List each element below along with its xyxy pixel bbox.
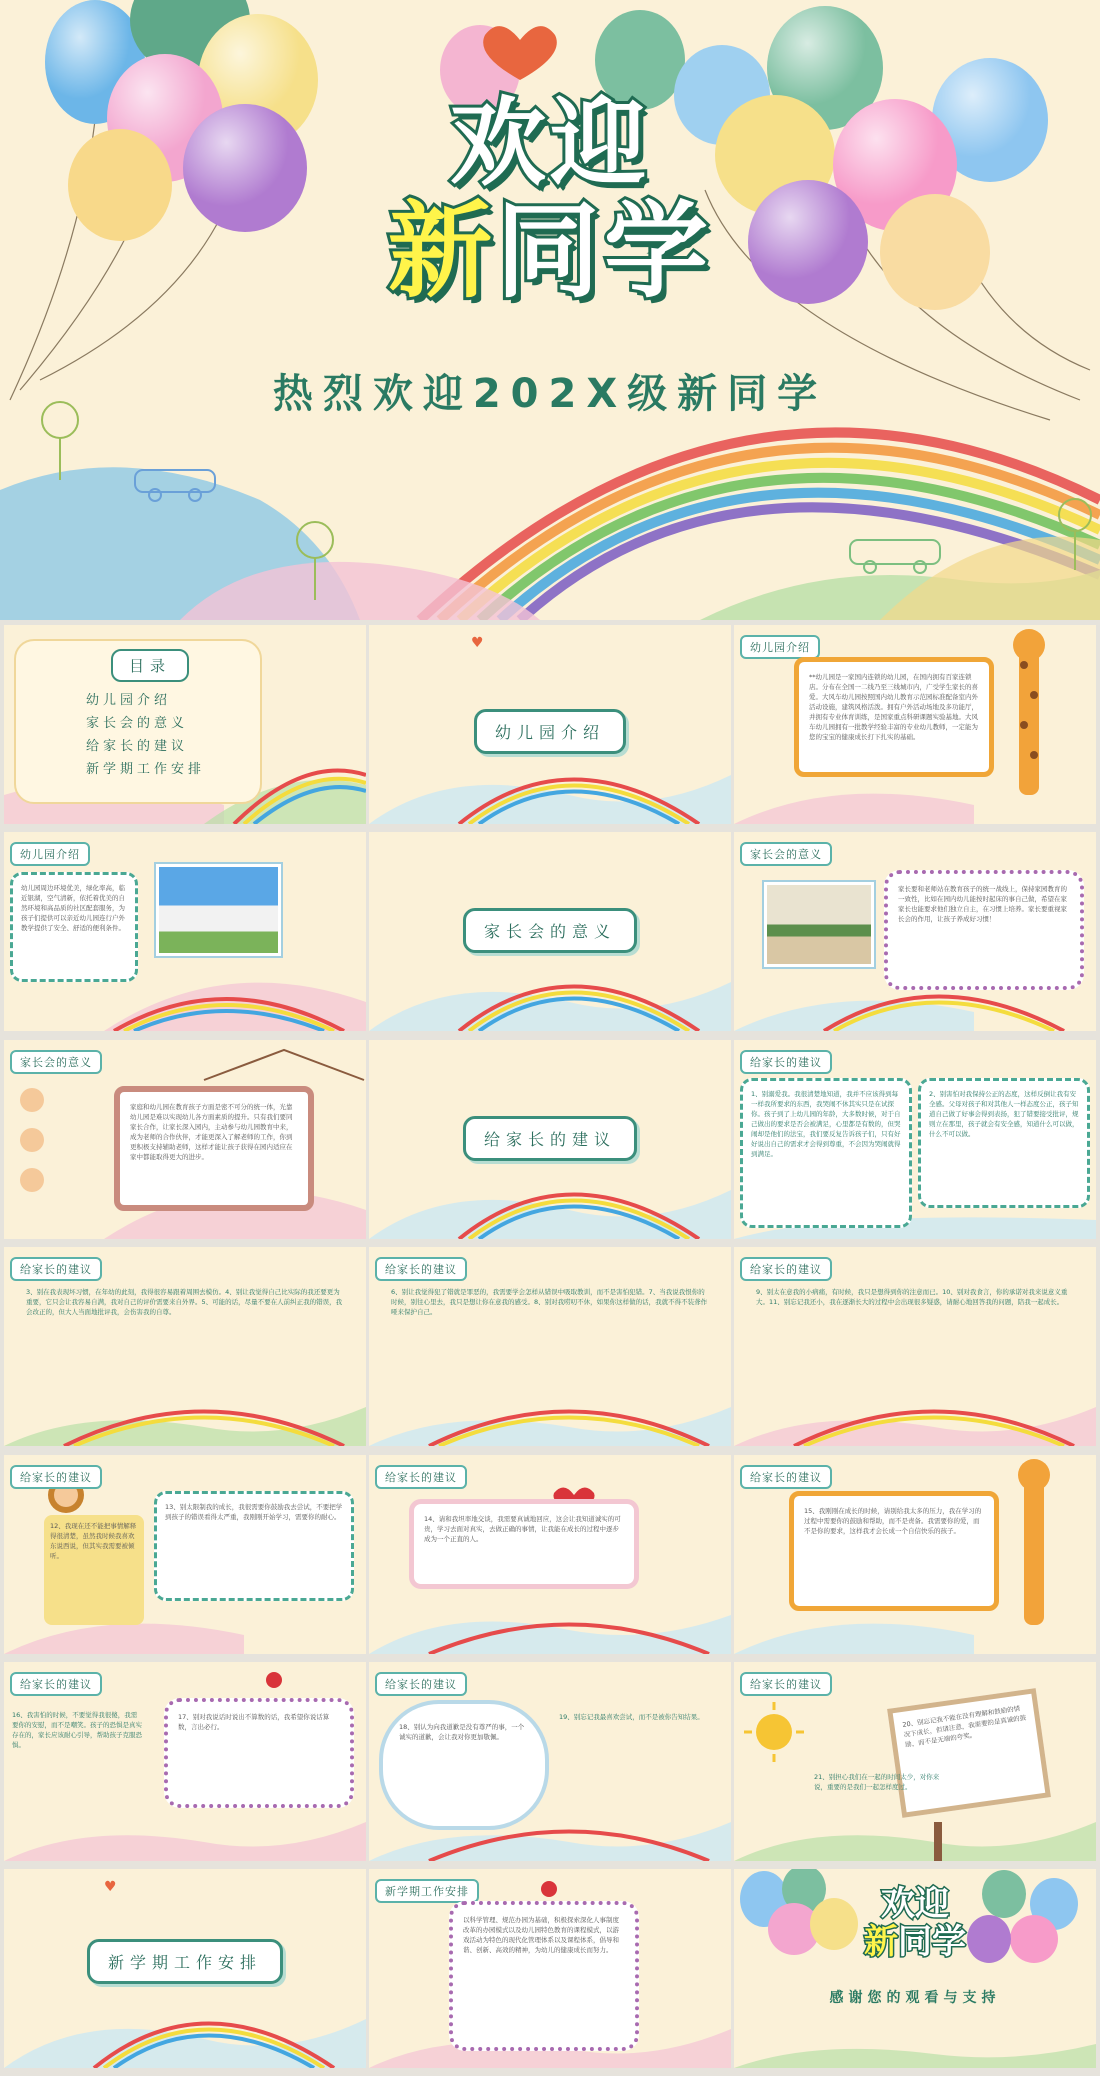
toc-heading: 目录 (111, 649, 189, 682)
advice-14-text: 14、请和我坦率地交谈，我需要真诚地回应，这会让我知道诚实的可贵，学习去面对真实，去做正确的事情，让我能在成长的过程中逐步成为一个正直的人。 (409, 1499, 639, 1589)
slide-meeting-meaning[interactable] (734, 832, 1096, 1031)
slide-toc[interactable] (4, 625, 366, 824)
advice-9-11-text: 9、别太在意我的小病痛，有时候，我只是想得到你的注意而已。10、别对我食言，你的承诺对我来说意义重大。11、别忘记我还小，我在逐渐长大的过程中会出现很多疑惑，请耐心地回答我的问题，陪我一起成长。 (756, 1288, 1068, 1307)
slide-tag: 给家长的建议 (740, 1050, 832, 1074)
ending-title-new: 新 (864, 1922, 898, 1962)
section-title-plan: 新学期工作安排 (87, 1939, 283, 1984)
slide-advice-3-5[interactable] (4, 1247, 366, 1446)
slide-tag: 给家长的建议 (375, 1257, 467, 1281)
family-cooperation-text: 家庭和幼儿园在教育孩子方面是密不可分的统一体，光靠幼儿园是难以实现幼儿各方面素质的提升。只有我们要同家长合作，让家长深入园内，主动参与幼儿园教育中来，成为老师的合作伙伴，才能更深入了解老师的工作，你到更积极支持辅助老师，这样才能让孩子获得在园内适应在家中都能取得更大的进步。 (114, 1086, 314, 1211)
section-title-kindergarten: 幼儿园介绍 (474, 709, 626, 754)
hero-title-line2-classmates: 同学 (496, 190, 713, 312)
slide-advice-12-13[interactable] (4, 1455, 366, 1654)
hero-title (0, 87, 1100, 312)
slide-tag: 给家长的建议 (740, 1257, 832, 1281)
slide-section-advice[interactable] (369, 1040, 731, 1239)
advice-13-text: 13、别太限制我的成长，我很需要你鼓励我去尝试，不要把学到孩子的错误看得太严重，我刚刚开始学习，需要你的耐心。 (154, 1491, 354, 1601)
slide-meeting-family[interactable] (4, 1040, 366, 1239)
slide-ending[interactable] (734, 1869, 1096, 2068)
hero-title-line2-new: 新 (387, 190, 496, 312)
ending-title-classmates: 同学 (898, 1922, 966, 1962)
slide-tag: 新学期工作安排 (375, 1879, 479, 1903)
hero-title-line1: 欢迎 (450, 87, 650, 199)
section-title-meeting: 家长会的意义 (463, 908, 637, 953)
slide-tag: 家长会的意义 (10, 1050, 102, 1074)
advice-21-text: 21、别担心我们在一起的时间太少，对你来说，重要的是我们一起怎样度过。 (814, 1773, 940, 1792)
kindergarten-intro-text: **幼儿园是一家国内连锁的幼儿园，在国内拥有百家连锁店。分布在全国一二线乃至三线城市内，广受学生家长的喜爱。大风车幼儿园按照国内幼儿教育示范园标准配备室内外活动设施，建筑风格活泼。拥有户外活动场地及多功能厅，并拥有专业体育训练，是国家重点科研课题实验基地。大风车幼儿园拥有一批教学经验丰富的专业幼儿教师，一定能为您的宝宝的健康成长打下扎实的基础。 (794, 657, 994, 777)
slide-tag: 给家长的建议 (10, 1257, 102, 1281)
ending-subtitle: 感谢您的观看与支持 (829, 1990, 1001, 2006)
slide-tag: 幼儿园介绍 (10, 842, 90, 866)
slide-advice-20-21[interactable] (734, 1662, 1096, 1861)
slide-tag: 家长会的意义 (740, 842, 832, 866)
section-title-advice: 给家长的建议 (463, 1116, 637, 1161)
hero-slide (0, 0, 1100, 620)
toc-item-1[interactable]: 幼儿园介绍 (86, 693, 172, 708)
slide-tag: 给家长的建议 (10, 1465, 102, 1489)
heart-icon: ♥ (471, 635, 484, 651)
advice-12-text: 12、我现在还不能把事情解释得很清楚，虽然我时候我喜欢东说西说，但其实我需要被倾听。 (44, 1515, 144, 1625)
slide-kindergarten-intro[interactable] (734, 625, 1096, 824)
slide-kindergarten-environment[interactable] (4, 832, 366, 1031)
toc-item-3[interactable]: 给家长的建议 (86, 739, 189, 754)
slide-tag: 给家长的建议 (10, 1672, 102, 1696)
slide-advice-9-11[interactable] (734, 1247, 1096, 1446)
toc-item-2[interactable]: 家长会的意义 (86, 716, 189, 731)
slide-tag: 幼儿园介绍 (740, 635, 820, 659)
slide-advice-16-17[interactable] (4, 1662, 366, 1861)
slide-semester-plan[interactable] (369, 1869, 731, 2068)
ending-title-line2 (734, 1922, 1096, 1962)
advice-19-text: 19、别忘记我最喜欢尝试，而不是被你告知结果。 (559, 1713, 704, 1721)
semester-plan-text: 以科学管理、规范办园为基础，积极探索深化人事制度改革的办园模式以及幼儿园特色教育的课程模式，以游戏活动为特色的现代化管理体系以及课程体系，倡导和谐、创新、高效的精神，为幼儿的健康成长而努力。 (449, 1901, 639, 2051)
advice-16-text: 16、我害怕的时候，不要觉得我很傻，我需要你的安慰，而不是嘲笑。孩子的恐惧是真实存在的，家长应该耐心引导，帮助孩子克服恐惧。 (12, 1711, 142, 1750)
hero-title-line2 (0, 190, 1100, 312)
hero-subtitle: 热烈欢迎202X级新同学 (272, 371, 828, 417)
slide-tag: 给家长的建议 (740, 1465, 832, 1489)
advice-1-text: 1、别溺爱我。我很清楚地知道，我并不应该得到每一样我所要求的东西，我哭闹不休其实只是在试探你。孩子到了上幼儿园的年龄，大多数时候，对于自己做出的要求是否会被满足，心里都是有数的，但哭闹却是他们的法宝，我们要反复告诉孩子们，只有好好说出自己的需求才会得到尊重，不会因为哭闹就得到满足。 (740, 1078, 912, 1228)
slide-section-meeting[interactable] (369, 832, 731, 1031)
advice-6-8-text: 6、别让我觉得犯了错就是罪恶的，我需要学会怎样从错误中吸取教训，而不是害怕犯错。7、当我说我恨你的时候，别往心里去，我只是想让你在意我的感受。8、别对我唠叨不休，如果你这样做的话，我就不得不装聋作哑来保护自己。 (391, 1288, 708, 1317)
heart-icon: ♥ (104, 1879, 117, 1895)
children-photo (764, 882, 874, 967)
toc-item-4[interactable]: 新学期工作安排 (86, 762, 206, 777)
advice-15-text: 15、我刚刚在成长的时候，请别给我太多的压力，我在学习的过程中需要你的鼓励和帮助，而不是责备。我需要你的爱，而不是你的要求，这样我才会长成一个自信快乐的孩子。 (789, 1491, 999, 1611)
slide-advice-14[interactable] (369, 1455, 731, 1654)
slide-section-plan[interactable] (4, 1869, 366, 2068)
slide-advice-15[interactable] (734, 1455, 1096, 1654)
slide-section-kindergarten[interactable] (369, 625, 731, 824)
ending-title-line1: 欢迎 (881, 1884, 949, 1924)
slide-tag: 给家长的建议 (740, 1672, 832, 1696)
slide-advice-1-2[interactable] (734, 1040, 1096, 1239)
slide-tag: 给家长的建议 (375, 1672, 467, 1696)
ending-title (734, 1884, 1096, 1962)
advice-17-text: 17、别对我说话时说出不算数的话，我希望你说话算数，言出必行。 (164, 1698, 354, 1808)
advice-2-text: 2、别害怕对我保持公正的态度，这样反倒让我有安全感。父母对孩子和对其他人一样态度公正，孩子知道自己做了好事会得到表扬，犯了错要接受批评，规则立在那里，孩子就会有安全感，知道什么可以做，什么不可以做。 (918, 1078, 1090, 1208)
advice-20-text: 20、别忘记我不能在没有理解和鼓励的情况下成长，但请注意，我需要的是真诚的鼓励，而不是无端的夸奖。 (887, 1688, 1051, 1818)
slide-advice-6-8[interactable] (369, 1247, 731, 1446)
advice-3-5-text: 3、别在我表现坏习惯，在年幼的此刻，我得很容易跟着周围去模仿。4、别让我觉得自己比实际的我还要更为重要，它只会让我容易自满，我对自己的评价需要来自外界。5、可能的话，尽量不要在人前纠正我的错误，我会改正的，但大人当面地批评我，会伤害我的自尊。 (26, 1288, 343, 1317)
slide-tag: 给家长的建议 (375, 1465, 467, 1489)
kindergarten-photo (156, 864, 281, 956)
slide-advice-18-19[interactable] (369, 1662, 731, 1861)
toc-panel (14, 639, 262, 804)
advice-18-text: 18、别认为向我道歉是没有尊严的事，一个诚实的道歉，会让我对你更加敬佩。 (379, 1700, 549, 1830)
environment-text: 幼儿园周边环境优美，绿化率高，临近银湖，空气清新，依托着优美的自然环境和高品质的社区配套服务，为孩子们提供可以亲近幼儿园连行户外教学提供了安全、舒适的便利条件。 (10, 872, 138, 982)
toc-list (86, 689, 205, 781)
meeting-meaning-text: 家长要和老师站在教育孩子的统一战线上，保持家园教育的一致性，比如在园内幼儿能按时起床的事自己做，希望在家家长也能要求他们独立自主，在习惯上培养。家长要重视家长会的作用，让孩子养成好习惯！ (884, 870, 1084, 990)
